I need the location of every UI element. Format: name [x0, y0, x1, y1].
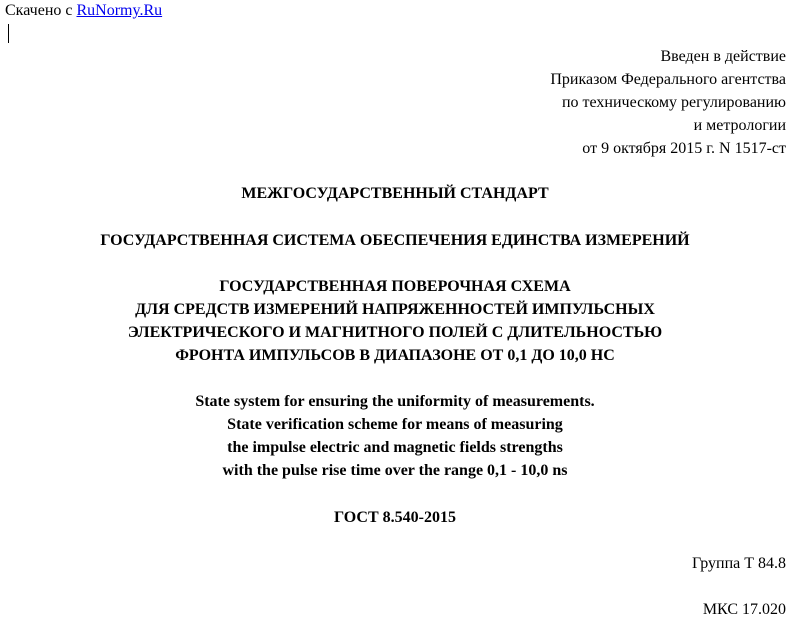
title-russian: [0, 275, 790, 367]
title-ru-line: ЭЛЕКТРИЧЕСКОГО И МАГНИТНОГО ПОЛЕЙ С ДЛИТЕЛЬНОСТЬЮ: [127, 324, 663, 341]
title-en-line: the impulse electric and magnetic fields strengths: [227, 439, 563, 456]
source-line: [5, 0, 162, 22]
text-cursor: [8, 24, 9, 43]
title-en-line: State verification scheme for means of measuring: [227, 416, 563, 433]
approval-line: Приказом Федерального агентства: [550, 71, 786, 88]
title-ru-line: ГОСУДАРСТВЕННАЯ ПОВЕРОЧНАЯ СХЕМА: [219, 278, 571, 295]
approval-line: и метрологии: [693, 117, 786, 134]
title-en-line: with the pulse rise time over the range 0,1 - 10,0 ns: [222, 462, 568, 479]
interstate-standard-heading: [0, 182, 790, 205]
approval-line: от 9 октября 2015 г. N 1517-ст: [582, 140, 786, 157]
approval-line: по техническому регулированию: [561, 94, 786, 111]
group-code: Группа Т 84.8: [691, 555, 786, 572]
source-prefix: Скачено с: [5, 2, 77, 19]
mks-code: МКС 17.020: [702, 601, 786, 618]
gost-number-text: ГОСТ 8.540-2015: [334, 509, 456, 526]
approval-block: [550, 45, 786, 160]
state-system-heading: [0, 229, 790, 252]
title-ru-line: ФРОНТА ИМПУЛЬСОВ В ДИАПАЗОНЕ ОТ 0,1 ДО 10,0 НС: [175, 347, 615, 364]
title-ru-line: ДЛЯ СРЕДСТВ ИЗМЕРЕНИЙ НАПРЯЖЕННОСТЕЙ ИМПУЛЬСНЫХ: [135, 301, 655, 318]
approval-line: Введен в действие: [660, 48, 786, 65]
gost-number: [0, 506, 790, 529]
title-english: [0, 390, 790, 482]
interstate-standard-text: МЕЖГОСУДАРСТВЕННЫЙ СТАНДАРТ: [241, 185, 549, 202]
title-en-line: State system for ensuring the uniformity of measurements.: [195, 393, 595, 410]
state-system-text: ГОСУДАРСТВЕННАЯ СИСТЕМА ОБЕСПЕЧЕНИЯ ЕДИНСТВА ИЗМЕРЕНИЙ: [100, 232, 690, 249]
source-link[interactable]: RuNormy.Ru: [76, 2, 163, 19]
